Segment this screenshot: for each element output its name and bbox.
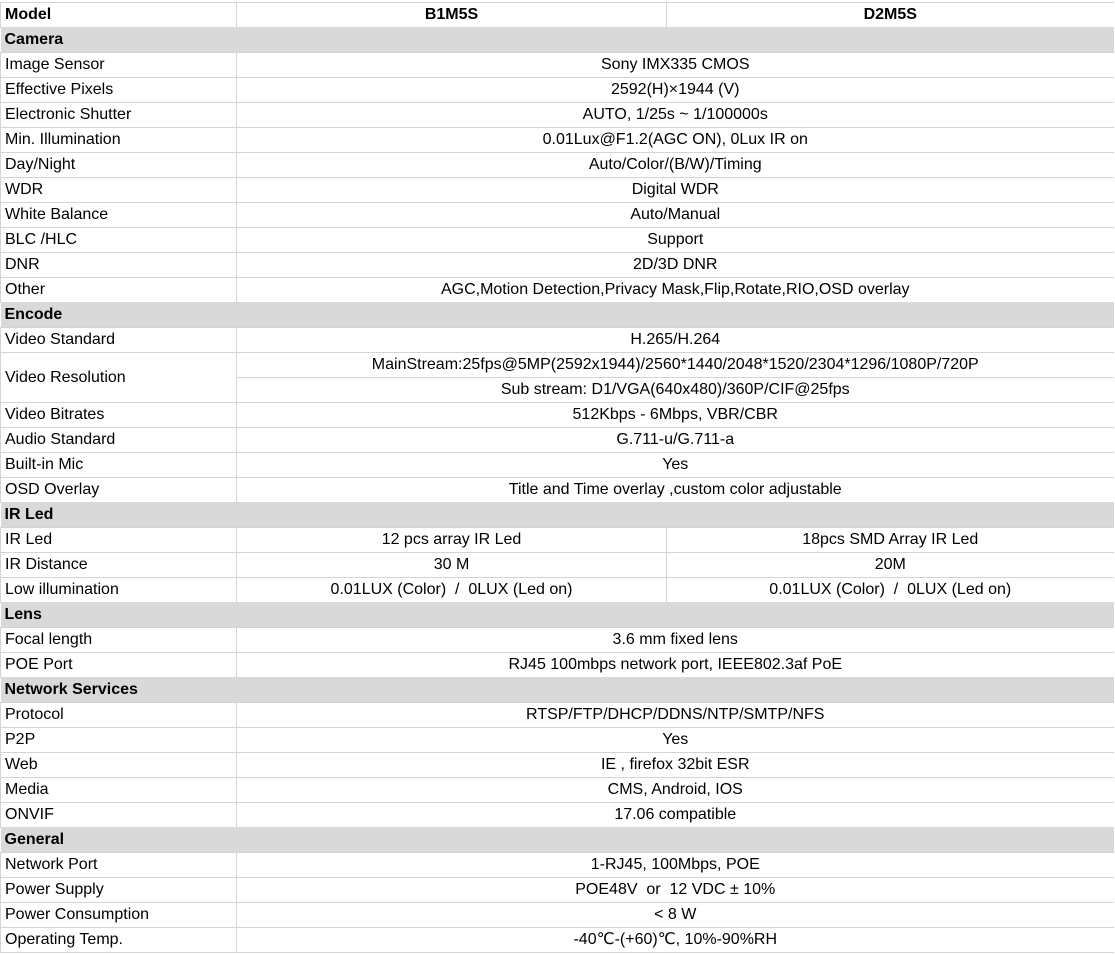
row-value-d2m5s: 18pcs SMD Array IR Led — [667, 528, 1114, 553]
table-row — [1, 628, 1114, 653]
table-row — [1, 578, 1114, 603]
row-value: G.711-u/G.711-a — [237, 428, 1114, 453]
table-row — [1, 903, 1114, 928]
table-row — [1, 53, 1114, 78]
row-value: MainStream:25fps@5MP(2592x1944)/2560*1440/2048*1520/2304*1296/1080P/720P — [237, 353, 1114, 378]
row-value: RTSP/FTP/DHCP/DDNS/NTP/SMTP/NFS — [237, 703, 1114, 728]
row-value: 3.6 mm fixed lens — [237, 628, 1114, 653]
row-label: OSD Overlay — [1, 478, 237, 503]
row-value: Sub stream: D1/VGA(640x480)/360P/CIF@25fps — [237, 378, 1114, 403]
row-label: Power Supply — [1, 878, 237, 903]
table-row — [1, 403, 1114, 428]
row-label: Network Port — [1, 853, 237, 878]
table-row — [1, 803, 1114, 828]
row-value: 512Kbps - 6Mbps, VBR/CBR — [237, 403, 1114, 428]
row-label: Other — [1, 278, 237, 303]
row-value: AGC,Motion Detection,Privacy Mask,Flip,Rotate,RIO,OSD overlay — [237, 278, 1114, 303]
section-title: Camera — [1, 28, 1114, 53]
row-label: ONVIF — [1, 803, 237, 828]
table-row — [1, 428, 1114, 453]
table-row — [1, 703, 1114, 728]
row-label: Built-in Mic — [1, 453, 237, 478]
row-value: 0.01Lux@F1.2(AGC ON), 0Lux IR on — [237, 128, 1114, 153]
row-label: Focal length — [1, 628, 237, 653]
row-label: Protocol — [1, 703, 237, 728]
table-row — [1, 653, 1114, 678]
row-label: Media — [1, 778, 237, 803]
spec-table-body — [1, 3, 1114, 953]
row-value: Yes — [237, 728, 1114, 753]
table-row — [1, 453, 1114, 478]
row-label: WDR — [1, 178, 237, 203]
row-label: Min. Illumination — [1, 128, 237, 153]
table-row — [1, 78, 1114, 103]
table-row — [1, 228, 1114, 253]
model-header-b1m5s: B1M5S — [237, 3, 667, 28]
row-label: DNR — [1, 253, 237, 278]
row-value: Sony IMX335 CMOS — [237, 53, 1114, 78]
section-header-row — [1, 503, 1114, 528]
table-row — [1, 128, 1114, 153]
table-row — [1, 203, 1114, 228]
row-value: Yes — [237, 453, 1114, 478]
table-row — [1, 103, 1114, 128]
section-header-row — [1, 678, 1114, 703]
row-label: IR Led — [1, 528, 237, 553]
section-title: Network Services — [1, 678, 1114, 703]
row-label: Audio Standard — [1, 428, 237, 453]
table-row — [1, 528, 1114, 553]
row-label: BLC /HLC — [1, 228, 237, 253]
row-value: Auto/Color/(B/W)/Timing — [237, 153, 1114, 178]
row-label: Web — [1, 753, 237, 778]
section-title: IR Led — [1, 503, 1114, 528]
table-row — [1, 353, 1114, 378]
row-value-b1m5s: 12 pcs array IR Led — [237, 528, 667, 553]
row-label: Power Consumption — [1, 903, 237, 928]
row-value-d2m5s: 0.01LUX (Color) / 0LUX (Led on) — [667, 578, 1114, 603]
row-value: Support — [237, 228, 1114, 253]
row-label: P2P — [1, 728, 237, 753]
row-value: 17.06 compatible — [237, 803, 1114, 828]
row-value: H.265/H.264 — [237, 328, 1114, 353]
row-value: POE48V or 12 VDC ± 10% — [237, 878, 1114, 903]
table-row — [1, 253, 1114, 278]
table-row — [1, 153, 1114, 178]
table-row — [1, 478, 1114, 503]
row-label: Low illumination — [1, 578, 237, 603]
table-row — [1, 728, 1114, 753]
row-value: 2592(H)×1944 (V) — [237, 78, 1114, 103]
row-value: < 8 W — [237, 903, 1114, 928]
table-row — [1, 853, 1114, 878]
section-header-row — [1, 603, 1114, 628]
row-label: Electronic Shutter — [1, 103, 237, 128]
table-row — [1, 178, 1114, 203]
row-value: AUTO, 1/25s ~ 1/100000s — [237, 103, 1114, 128]
table-row — [1, 328, 1114, 353]
table-row — [1, 878, 1114, 903]
section-title: General — [1, 828, 1114, 853]
model-header-label: Model — [1, 3, 237, 28]
row-label: White Balance — [1, 203, 237, 228]
section-title: Encode — [1, 303, 1114, 328]
row-label: Video Bitrates — [1, 403, 237, 428]
row-label: Effective Pixels — [1, 78, 237, 103]
table-row — [1, 778, 1114, 803]
model-header-d2m5s: D2M5S — [667, 3, 1114, 28]
row-value-d2m5s: 20M — [667, 553, 1114, 578]
row-value: Auto/Manual — [237, 203, 1114, 228]
spec-table — [0, 2, 1114, 953]
row-value: RJ45 100mbps network port, IEEE802.3af PoE — [237, 653, 1114, 678]
row-label: Image Sensor — [1, 53, 237, 78]
row-label: Video Resolution — [1, 353, 237, 403]
row-value: 1-RJ45, 100Mbps, POE — [237, 853, 1114, 878]
row-value: Title and Time overlay ,custom color adjustable — [237, 478, 1114, 503]
section-title: Lens — [1, 603, 1114, 628]
header-row — [1, 3, 1114, 28]
row-label: IR Distance — [1, 553, 237, 578]
row-label: Day/Night — [1, 153, 237, 178]
row-value-b1m5s: 0.01LUX (Color) / 0LUX (Led on) — [237, 578, 667, 603]
row-value: 2D/3D DNR — [237, 253, 1114, 278]
table-row — [1, 928, 1114, 953]
row-value: IE , firefox 32bit ESR — [237, 753, 1114, 778]
row-value-b1m5s: 30 M — [237, 553, 667, 578]
row-label: POE Port — [1, 653, 237, 678]
row-value: CMS, Android, IOS — [237, 778, 1114, 803]
section-header-row — [1, 303, 1114, 328]
table-row — [1, 278, 1114, 303]
row-value: Digital WDR — [237, 178, 1114, 203]
table-row — [1, 753, 1114, 778]
row-value: -40℃-(+60)℃, 10%-90%RH — [237, 928, 1114, 953]
table-row — [1, 553, 1114, 578]
section-header-row — [1, 828, 1114, 853]
section-header-row — [1, 28, 1114, 53]
row-label: Operating Temp. — [1, 928, 237, 953]
row-label: Video Standard — [1, 328, 237, 353]
